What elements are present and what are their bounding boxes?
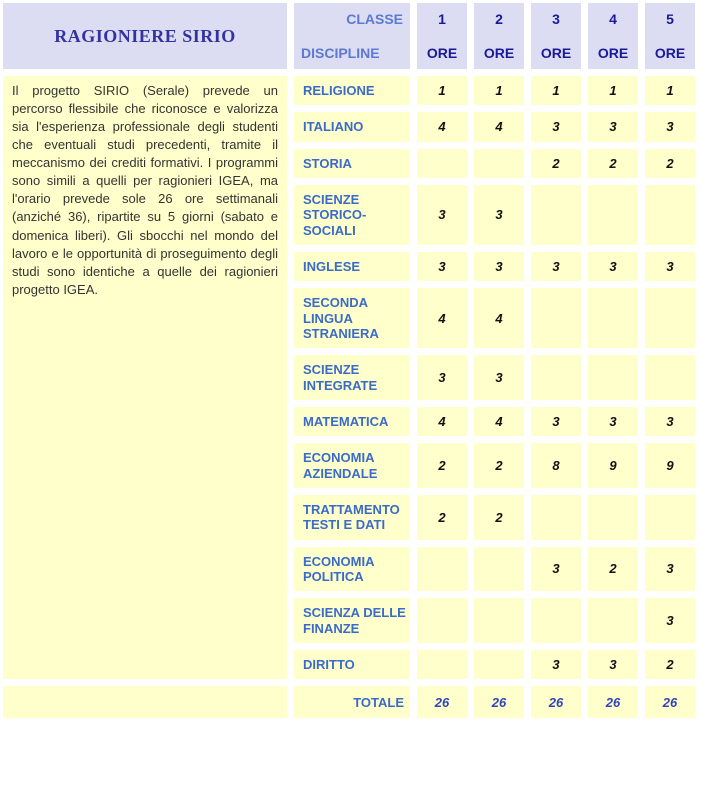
hours-cell: 3 [531,407,581,436]
hours-cell: 2 [474,443,524,488]
ore-label: ORE [483,45,515,61]
class-column-header [645,3,695,69]
hours-cell: 1 [531,76,581,105]
hours-cell: 3 [417,185,467,245]
program-description: Il progetto SIRIO (Serale) prevede un percorso flessibile che riconosce e valorizza sia l'esperienza professionale degli studenti che eventuali studi precedenti, tramite il meccanismo dei crediti formativi. I programmi sono simili a quelli per ragionieri IGEA, ma l'orario prevede sole 26 ore settimanali (anziché 36), ripartite su 5 giorni (sabato e domenica liberi). Gli sbocchi nel mondo del lavoro e le opportunità di proseguimento degli studi sono identiche a quelle dei ragionieri progetto IGEA. [12,83,278,297]
discipline-name: INGLESE [294,252,410,281]
class-number: 2 [495,11,503,27]
hours-cell: 3 [531,650,581,679]
hours-cell [417,149,467,178]
total-hours-cell: 26 [645,686,695,718]
total-hours-cell: 26 [474,686,524,718]
corner-header-cell [294,3,410,69]
hours-cell: 1 [417,76,467,105]
discipline-name: SCIENZE STORICO-SOCIALI [294,185,410,245]
hours-cell [474,598,524,643]
class-column-header [588,3,638,69]
total-label: TOTALE [294,686,410,718]
discipline-name: TRATTAMENTO TESTI E DATI [294,495,410,540]
hours-cell [417,547,467,592]
discipline-name: ECONOMIA AZIENDALE [294,443,410,488]
hours-cell [588,598,638,643]
left-bottom-spacer-cell [3,686,287,718]
hours-cell: 3 [588,112,638,141]
hours-cell: 1 [588,76,638,105]
hours-cell: 4 [474,112,524,141]
hours-cell [588,288,638,348]
hours-cell: 2 [645,650,695,679]
ore-label: ORE [426,45,458,61]
hours-cell: 2 [531,149,581,178]
discipline-name: STORIA [294,149,410,178]
table-header-row [3,3,695,69]
hours-cell: 2 [645,149,695,178]
hours-cell: 8 [531,443,581,488]
total-row [3,686,695,718]
hours-cell [645,355,695,400]
hours-cell: 4 [417,288,467,348]
hours-cell: 3 [417,355,467,400]
hours-cell: 3 [645,407,695,436]
ore-label: ORE [654,45,686,61]
total-hours-cell: 26 [588,686,638,718]
hours-cell [645,495,695,540]
program-title-cell [3,3,287,69]
hours-cell: 4 [474,288,524,348]
hours-cell [531,185,581,245]
hours-cell: 2 [417,495,467,540]
hours-cell: 3 [645,112,695,141]
hours-cell [588,185,638,245]
hours-cell: 3 [645,598,695,643]
hours-cell: 2 [474,495,524,540]
hours-cell: 2 [588,547,638,592]
class-column-header [417,3,467,69]
ore-label: ORE [540,45,572,61]
page-title: RAGIONIERE SIRIO [54,25,236,46]
discipline-name: SCIENZA DELLE FINANZE [294,598,410,643]
hours-cell [645,288,695,348]
discipline-name: DIRITTO [294,650,410,679]
hours-cell: 3 [588,252,638,281]
hours-cell: 3 [474,355,524,400]
discipline-name: ECONOMIA POLITICA [294,547,410,592]
table-row [3,76,695,105]
hours-cell [531,355,581,400]
discipline-name: ITALIANO [294,112,410,141]
hours-cell: 3 [531,547,581,592]
discipline-name: RELIGIONE [294,76,410,105]
hours-cell: 3 [531,112,581,141]
discipline-name: SCIENZE INTEGRATE [294,355,410,400]
hours-cell [531,288,581,348]
class-number: 1 [438,11,446,27]
hours-cell [474,149,524,178]
discipline-name: SECONDA LINGUA STRANIERA [294,288,410,348]
ore-label: ORE [597,45,629,61]
hours-cell: 3 [474,185,524,245]
hours-cell [417,598,467,643]
hours-cell: 3 [417,252,467,281]
class-column-header [531,3,581,69]
hours-cell [417,650,467,679]
hours-cell [588,355,638,400]
hours-cell: 9 [588,443,638,488]
discipline-header-label: DISCIPLINE [301,45,380,61]
hours-cell: 3 [588,407,638,436]
hours-cell: 4 [474,407,524,436]
hours-cell: 4 [417,407,467,436]
hours-cell: 3 [531,252,581,281]
discipline-name: MATEMATICA [294,407,410,436]
hours-cell: 2 [588,149,638,178]
hours-cell: 4 [417,112,467,141]
hours-cell [474,650,524,679]
total-hours-cell: 26 [417,686,467,718]
total-hours-cell: 26 [531,686,581,718]
class-number: 5 [666,11,674,27]
hours-cell [531,495,581,540]
hours-cell: 3 [474,252,524,281]
hours-cell: 3 [645,252,695,281]
hours-cell: 3 [645,547,695,592]
class-column-header [474,3,524,69]
hours-cell [531,598,581,643]
program-description-cell [3,76,287,679]
hours-cell: 3 [588,650,638,679]
hours-cell: 9 [645,443,695,488]
hours-cell: 1 [474,76,524,105]
class-number: 3 [552,11,560,27]
hours-cell [588,495,638,540]
hours-cell: 2 [417,443,467,488]
class-number: 4 [609,11,617,27]
hours-cell [474,547,524,592]
classe-header-label: CLASSE [346,11,403,27]
hours-cell: 1 [645,76,695,105]
hours-cell [645,185,695,245]
